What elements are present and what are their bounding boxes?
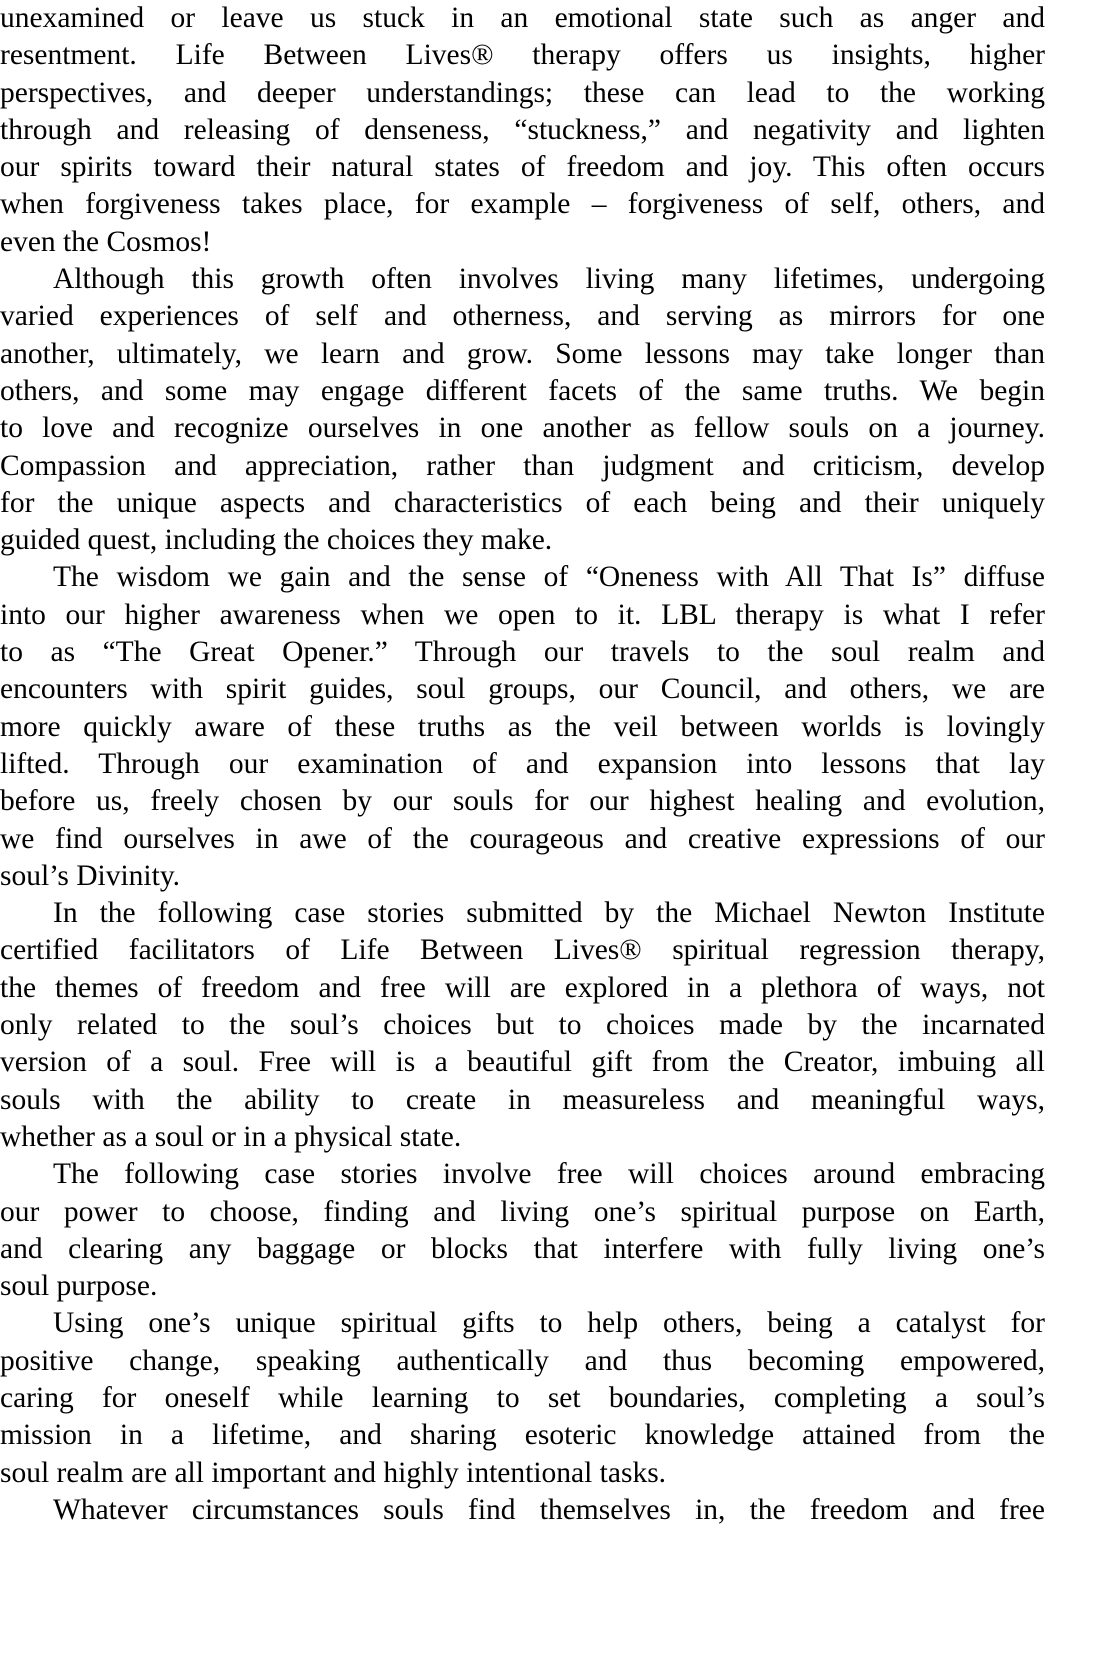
text-line: our spirits toward their natural states of freedom and joy. This often occurs <box>0 151 1045 184</box>
text-line: souls with the ability to create in measureless and meaningful ways, <box>0 1083 1045 1116</box>
paragraph <box>0 1156 1045 1305</box>
text-line: others, and some may engage different facets of the same truths. We begin <box>0 374 1045 407</box>
text-line: certified facilitators of Life Between Lives® spiritual regression therapy, <box>0 934 1045 967</box>
text-line: version of a soul. Free will is a beautiful gift from the Creator, imbuing all <box>0 1046 1045 1079</box>
text-line: soul’s Divinity. <box>0 859 181 892</box>
text-line: soul purpose. <box>0 1270 158 1303</box>
text-line: lifted. Through our examination of and expansion into lessons that lay <box>0 747 1045 780</box>
text-line: unexamined or leave us stuck in an emotional state such as anger and <box>0 2 1045 34</box>
text-line: only related to the soul’s choices but to choices made by the incarnated <box>0 1009 1045 1042</box>
text-line: our power to choose, finding and living one’s spiritual purpose on Earth, <box>0 1195 1045 1228</box>
text-line: Although this growth often involves living many lifetimes, undergoing <box>53 263 1045 296</box>
text-line: caring for oneself while learning to set boundaries, completing a soul’s <box>0 1381 1045 1414</box>
text-line: to as “The Great Opener.” Through our travels to the soul realm and <box>0 636 1045 669</box>
text-line: whether as a soul or in a physical state. <box>0 1120 462 1153</box>
text-line: resentment. Life Between Lives® therapy offers us insights, higher <box>0 39 1045 72</box>
paragraph <box>0 1305 1045 1491</box>
text-line: another, ultimately, we learn and grow. Some lessons may take longer than <box>0 337 1045 370</box>
text-line: Using one’s unique spiritual gifts to help others, being a catalyst for <box>53 1307 1045 1340</box>
paragraph <box>0 261 1045 559</box>
text-line: soul realm are all important and highly intentional tasks. <box>0 1456 667 1489</box>
text-line: The following case stories involve free will choices around embracing <box>53 1158 1045 1191</box>
text-line: and clearing any baggage or blocks that interfere with fully living one’s <box>0 1232 1045 1265</box>
text-line: to love and recognize ourselves in one another as fellow souls on a journey. <box>0 412 1045 445</box>
text-line: The wisdom we gain and the sense of “Oneness with All That Is” diffuse <box>53 561 1045 594</box>
text-line: guided quest, including the choices they make. <box>0 524 553 557</box>
paragraph <box>0 559 1045 895</box>
text-line: perspectives, and deeper understandings; these can lead to the working <box>0 76 1045 109</box>
text-line: In the following case stories submitted by the Michael Newton Institute <box>53 897 1045 930</box>
text-line: before us, freely chosen by our souls for our highest healing and evolution, <box>0 785 1045 818</box>
text-line: into our higher awareness when we open to it. LBL therapy is what I refer <box>0 598 1045 631</box>
text-line: varied experiences of self and otherness, and serving as mirrors for one <box>0 300 1045 333</box>
text-line: mission in a lifetime, and sharing esoteric knowledge attained from the <box>0 1419 1045 1452</box>
text-line: when forgiveness takes place, for example – forgiveness of self, others, and <box>0 188 1045 221</box>
paragraph <box>0 0 1045 261</box>
text-line: positive change, speaking authentically and thus becoming empowered, <box>0 1344 1045 1377</box>
text-line: more quickly aware of these truths as the veil between worlds is lovingly <box>0 710 1045 743</box>
text-line: encounters with spirit guides, soul groups, our Council, and others, we are <box>0 673 1045 706</box>
paragraph <box>0 895 1045 1156</box>
text-line: we find ourselves in awe of the courageous and creative expressions of our <box>0 822 1045 855</box>
text-line: even the Cosmos! <box>0 225 212 258</box>
paragraph <box>0 1492 1045 1529</box>
text-line: Compassion and appreciation, rather than judgment and criticism, develop <box>0 449 1045 482</box>
text-line: through and releasing of denseness, “stuckness,” and negativity and lighten <box>0 113 1045 146</box>
text-line: for the unique aspects and characteristics of each being and their uniquely <box>0 486 1045 519</box>
text-line: the themes of freedom and free will are explored in a plethora of ways, not <box>0 971 1045 1004</box>
text-line: Whatever circumstances souls find themselves in, the freedom and free <box>53 1493 1045 1526</box>
